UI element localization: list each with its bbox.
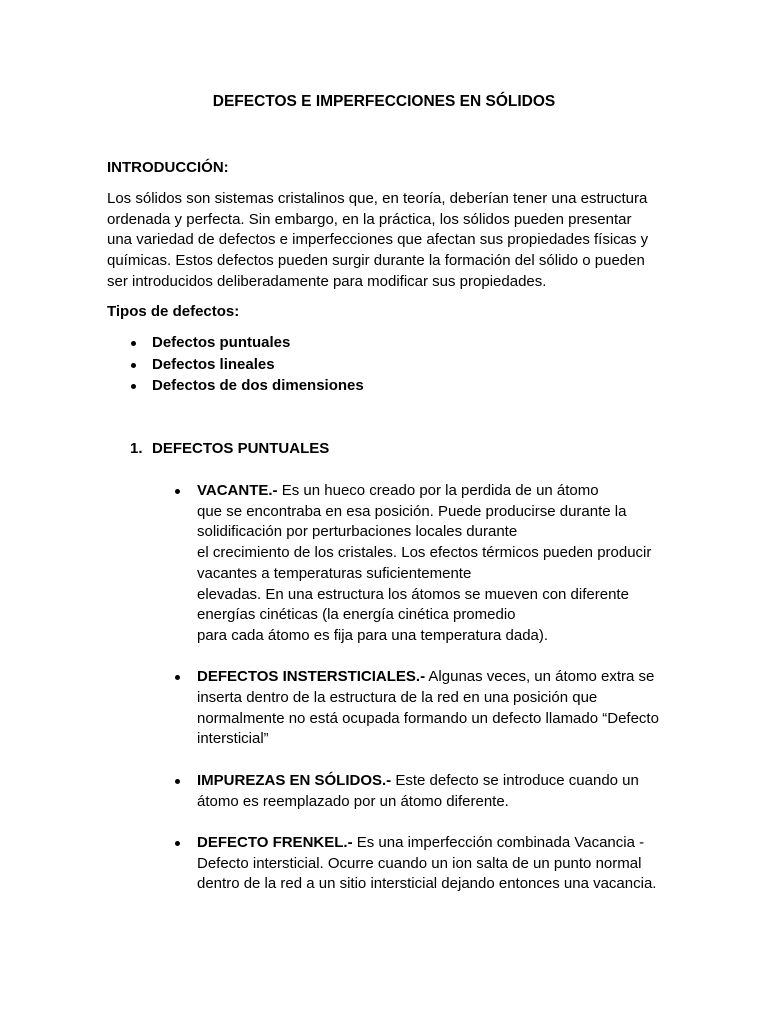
document-title: DEFECTOS E IMPERFECCIONES EN SÓLIDOS <box>212 93 556 110</box>
intro-paragraph <box>107 189 667 293</box>
defect-text-line: Defecto intersticial. Ocurre cuando un ion salta de un punto normal <box>197 854 642 872</box>
defect-text-line: Este defecto se introduce cuando un <box>391 771 639 789</box>
defect-text-line: dentro de la red a un sitio intersticial dejando entonces una vacancia. <box>197 875 657 893</box>
bullet-icon <box>131 363 136 368</box>
intro-line: ser introducidos deliberadamente para modificar sus propiedades. <box>107 272 547 290</box>
defect-text-line: Algunas veces, un átomo extra se <box>425 668 655 686</box>
defect-term: DEFECTOS INSTERSTICIALES.- <box>197 668 426 686</box>
types-list <box>107 333 667 398</box>
bullet-icon <box>175 841 180 846</box>
defect-term: IMPUREZAS EN SÓLIDOS.- <box>197 771 392 789</box>
section-number: 1. <box>130 440 143 457</box>
list-item <box>107 333 667 355</box>
intro-heading: INTRODUCCIÓN: <box>107 159 229 176</box>
bullet-icon <box>175 489 180 494</box>
types-heading: Tipos de defectos: <box>107 303 240 320</box>
defect-text-line: Es un hueco creado por la perdida de un átomo <box>277 482 599 499</box>
section-title: DEFECTOS PUNTUALES <box>152 440 330 457</box>
defect-term: DEFECTO FRENKEL.- <box>197 833 353 851</box>
list-item-label: Defectos puntuales <box>152 334 291 351</box>
section-heading <box>130 439 329 460</box>
defect-text-line: intersticial” <box>197 730 269 748</box>
bullet-icon <box>175 779 180 784</box>
defect-text-line: normalmente no está ocupada formando un defecto llamado “Defecto <box>197 709 659 727</box>
defect-item-intersticiales <box>175 667 675 750</box>
defect-item-vacante <box>175 481 675 647</box>
defect-text-line: inserta dentro de la estructura de la red en una posición que <box>197 689 598 707</box>
intro-line: una variedad de defectos e imperfecciones que afectan sus propiedades físicas y <box>107 231 649 249</box>
defect-text-line: Es una imperfección combinada Vacancia - <box>352 833 645 851</box>
defect-item-frenkel <box>175 833 675 895</box>
list-item <box>107 355 667 377</box>
defect-text-line: solidificación por perturbaciones locales durante <box>197 523 518 541</box>
intro-line: químicas. Estos defectos pueden surgir durante la formación del sólido o pueden <box>107 252 645 270</box>
defect-term: VACANTE.- <box>197 482 278 499</box>
defect-text-line: átomo es reemplazado por un átomo diferente. <box>197 792 509 810</box>
bullet-icon <box>131 384 136 389</box>
defect-text-line: que se encontraba en esa posición. Puede producirse durante la <box>197 502 627 520</box>
defect-text-line: energías cinéticas (la energía cinética promedio <box>197 606 516 624</box>
defect-text-line: el crecimiento de los cristales. Los efectos térmicos pueden producir <box>197 544 652 562</box>
list-item-label: Defectos de dos dimensiones <box>152 377 364 395</box>
bullet-icon <box>131 341 136 346</box>
list-item-label: Defectos lineales <box>152 355 275 373</box>
list-item <box>107 376 667 398</box>
defect-text-line: para cada átomo es fija para una temperatura dada). <box>197 626 549 644</box>
defect-text-line: elevadas. En una estructura los átomos se mueven con diferente <box>197 585 629 603</box>
bullet-icon <box>175 675 180 680</box>
defect-item-impurezas <box>175 771 675 812</box>
intro-line: ordenada y perfecta. Sin embargo, en la práctica, los sólidos pueden presentar <box>107 210 632 228</box>
defects-list <box>175 481 675 916</box>
defect-text-line: vacantes a temperaturas suficientemente <box>197 564 472 582</box>
intro-line: Los sólidos son sistemas cristalinos que, en teoría, deberían tener una estructura <box>107 190 648 207</box>
